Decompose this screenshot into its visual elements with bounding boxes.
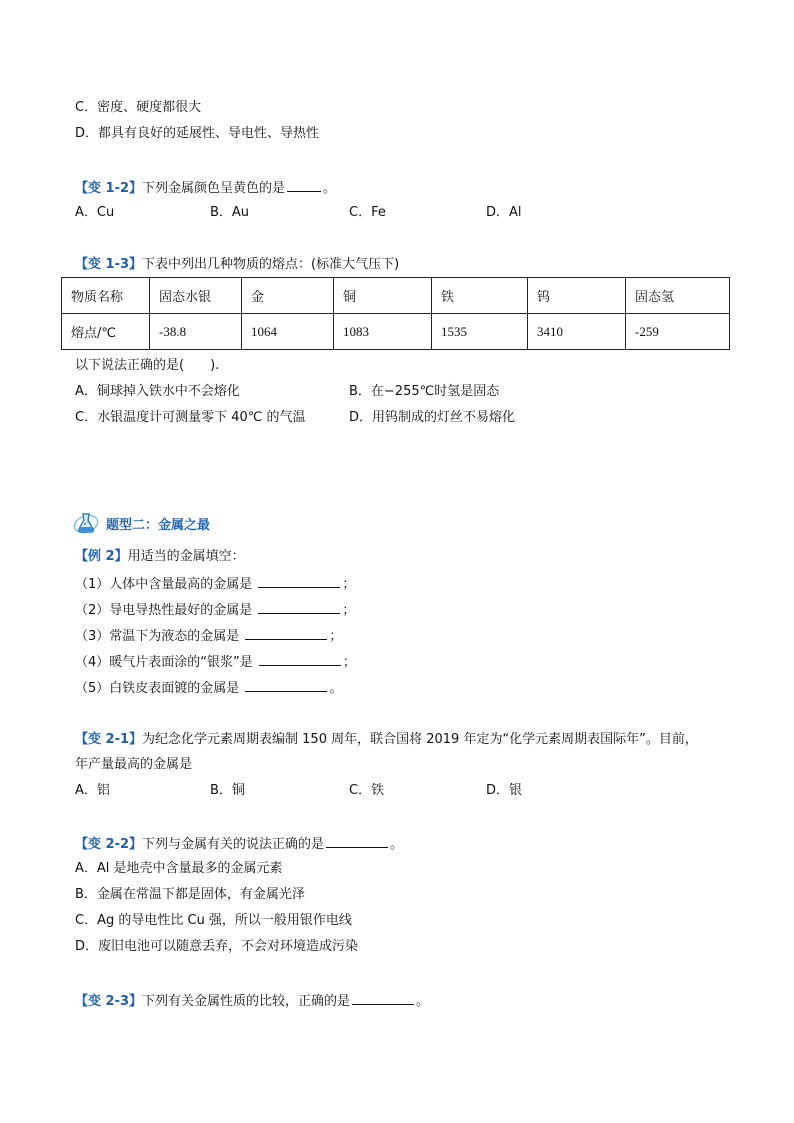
fill-item-end: ； [329,629,343,644]
answer-blank [245,678,327,692]
fill-item-text: （1）人体中含量最高的金属是 [75,577,257,592]
question-tag: 【变 2-1】 [75,732,143,747]
fill-item-text: （2）导电导热性最好的金属是 [75,603,257,618]
answer-blank [258,574,340,588]
option-a: A．铝 [75,783,110,798]
answer-blank [245,626,327,640]
fill-item-end: ； [342,655,356,670]
table-cell: 铁 [432,278,528,314]
question-v1-2 [75,178,336,198]
table-cell: 钨 [528,278,626,314]
question-v2-2 [75,834,403,854]
question-stem: 为纪念化学元素周期表编制 150 周年，联合国将 2019 年定为“化学元素周期表国际年”。目前， [142,732,698,747]
table-cell: 物质名称 [62,278,150,314]
answer-blank [258,600,340,614]
fill-item [75,600,355,620]
fill-item-end: ； [342,603,356,618]
question-tag: 【变 2-3】 [75,994,143,1009]
q1-option-d: D．都具有良好的延展性、导电性、导热性 [75,126,320,141]
answer-blank [287,178,321,192]
question-stem: 下列与金属有关的说法正确的是 [142,837,325,852]
question-stem: 下列金属颜色呈黄色的是 [142,181,286,196]
question-stem: 下表中列出几种物质的熔点：(标准大气压下) [142,257,400,272]
answer-blank [326,834,388,848]
example-2 [75,548,245,566]
question-end: 。 [416,994,430,1009]
option-d: D．银 [486,783,523,798]
option-b: B．Au [210,205,250,220]
table-cell: 铜 [334,278,432,314]
table-cell: -38.8 [150,314,242,350]
fill-item-end: ； [342,577,356,592]
table-header-row [62,278,730,314]
option-c: C．Fe [349,205,386,220]
q1-option-c: C．密度、硬度都很大 [75,100,202,115]
option-d: D．废旧电池可以随意丢弃，不会对环境造成污染 [75,939,359,954]
fill-item [75,652,356,672]
option-a: A．Cu [75,205,115,220]
option-a: A．铜球掉入铁水中不会熔化 [75,384,240,399]
table-cell: 1064 [242,314,334,350]
table-row [62,314,730,350]
fill-item [75,626,342,646]
option-c: C．Ag 的导电性比 Cu 强，所以一般用银作电线 [75,913,352,928]
option-b: B．金属在常温下都是固体，有金属光泽 [75,887,305,902]
fill-item [75,574,355,594]
answer-blank [259,652,341,666]
flask-icon [72,510,100,536]
question-tag: 【例 2】 [75,549,128,564]
table-cell: 固态水银 [150,278,242,314]
question-tag: 【变 2-2】 [75,837,143,852]
section-header [72,510,210,536]
question-stem-cont: 年产量最高的金属是 [75,757,193,772]
table-cell: 1535 [432,314,528,350]
question-v2-1 [75,731,698,749]
question-end: 。 [323,181,337,196]
question-tag: 【变 1-3】 [75,257,143,272]
question-stem: 下列有关金属性质的比较，正确的是 [142,994,351,1009]
table-cell: 3410 [528,314,626,350]
option-c: C．水银温度计可测量零下 40℃ 的气温 [75,410,306,425]
question-stem: 用适当的金属填空： [127,549,245,564]
fill-item-text: （5）白铁皮表面镀的金属是 [75,681,244,696]
question-v1-3 [75,256,399,274]
table-cell: 熔点/℃ [62,314,150,350]
option-c: C．铁 [349,783,385,798]
option-d: D．Al [486,205,522,220]
table-cell: 金 [242,278,334,314]
option-b: B．在−255℃时氢是固态 [349,384,500,399]
section-title: 题型二：金属之最 [106,517,211,533]
question-prompt: 以下说法正确的是( ). [75,358,220,373]
fill-item-end: 。 [329,681,343,696]
melting-point-table [61,277,730,350]
question-end: 。 [390,837,404,852]
table-cell: -259 [626,314,730,350]
table-cell: 1083 [334,314,432,350]
question-tag: 【变 1-2】 [75,181,143,196]
option-a: A．Al 是地壳中含量最多的金属元素 [75,861,283,876]
fill-item-text: （3）常温下为液态的金属是 [75,629,244,644]
fill-item [75,678,342,698]
question-v2-3 [75,991,429,1011]
answer-blank [352,991,414,1005]
table-cell: 固态氢 [626,278,730,314]
option-d: D．用钨制成的灯丝不易熔化 [349,410,516,425]
fill-item-text: （4）暖气片表面涂的“银浆”是 [75,655,257,670]
option-b: B．铜 [210,783,245,798]
